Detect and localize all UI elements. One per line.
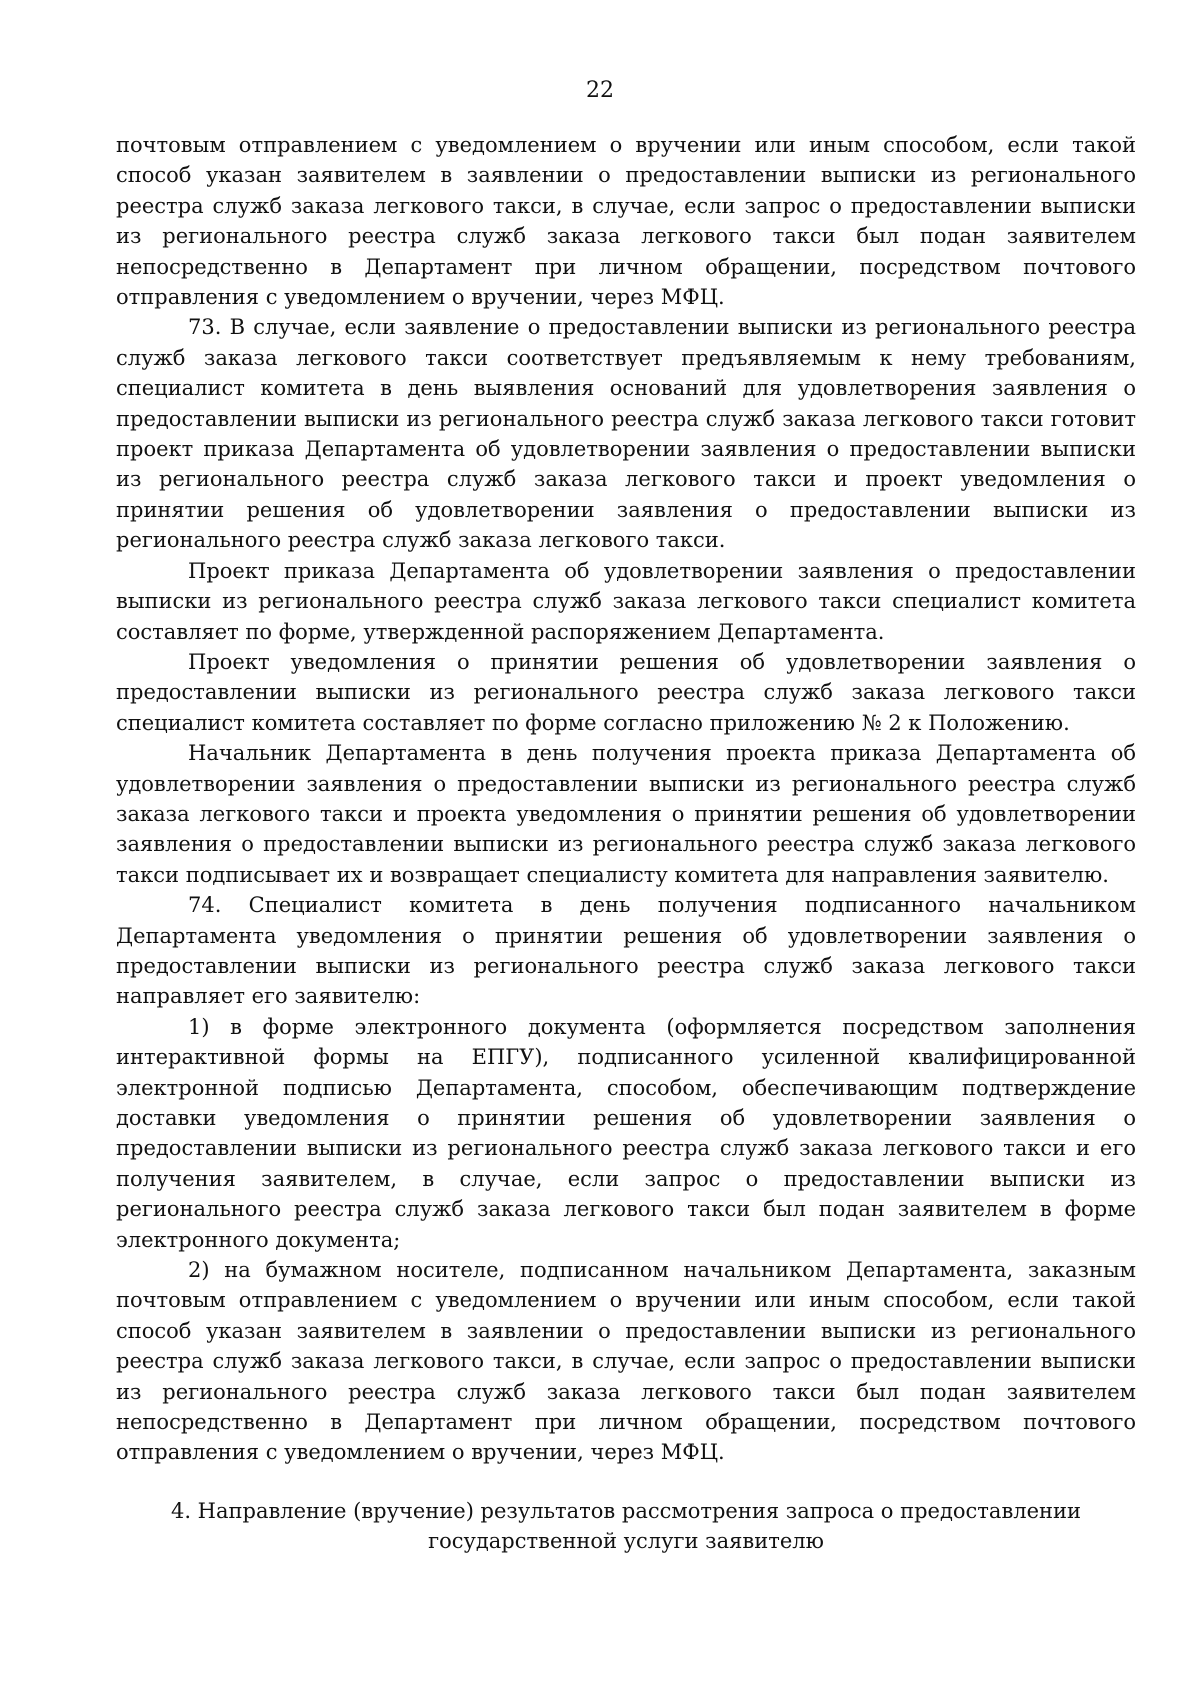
paragraph-notice-draft: Проект уведомления о принятии решения об удовлетворении заявления о предоставлении выписки из регионального реестра служб заказа легкового такси специалист комитета составляет по форме согласно приложению № 2 к Положению. bbox=[116, 649, 1136, 735]
paragraph-item-74: 74. Специалист комитета в день получения подписанного начальником Департамента уведомления о принятии решения об удовлетворении заявления о предоставлении выписки из регионального реестра служб заказа легкового такси направляет его заявителю: bbox=[116, 893, 1136, 1009]
paragraph-item-74-2: 2) на бумажном носителе, подписанном начальником Департамента, заказным почтовым отправлением с уведомлением о вручении или иным способом, если такой способ указан заявителем в заявлении о предоставлении выписки из регионального реестра служб заказа легкового такси, в случае, если запрос о предоставлении выписки из регионального реестра служб заказа легкового такси был подан заявителем непосредственно в Департамент при личном обращении, посредством почтового отправления с уведомлением о вручении, через МФЦ. bbox=[116, 1258, 1136, 1465]
paragraph-head-signs: Начальник Департамента в день получения проекта приказа Департамента об удовлетворении заявления о предоставлении выписки из регионального реестра служб заказа легкового такси и проекта уведомления о принятии решения об удовлетворении заявления о предоставлении выписки из регионального реестра служб заказа легкового такси подписывает их и возвращает специалисту комитета для направления заявителю. bbox=[116, 741, 1136, 887]
section-heading-line-2: государственной услуги заявителю bbox=[428, 1529, 824, 1554]
section-heading bbox=[116, 1496, 1136, 1557]
page-number: 22 bbox=[586, 78, 614, 103]
paragraph-continuation: почтовым отправлением с уведомлением о вручении или иным способом, если такой способ указан заявителем в заявлении о предоставлении выписки из регионального реестра служб заказа легкового такси, в случае, если запрос о предоставлении выписки из регионального реестра служб заказа легкового такси был подан заявителем непосредственно в Департамент при личном обращении, посредством почтового отправления с уведомлением о вручении, через МФЦ. bbox=[116, 133, 1136, 310]
paragraph-order-draft: Проект приказа Департамента об удовлетворении заявления о предоставлении выписки из регионального реестра служб заказа легкового такси специалист комитета составляет по форме, утвержденной распоряжением Департамента. bbox=[116, 558, 1136, 644]
document-body bbox=[116, 130, 1136, 1468]
paragraph-item-73: 73. В случае, если заявление о предоставлении выписки из регионального реестра служб заказа легкового такси соответствует предъявляемым к нему требованиям, специалист комитета в день выявления оснований для удовлетворения заявления о предоставлении выписки из регионального реестра служб заказа легкового такси готовит проект приказа Департамента об удовлетворении заявления о предоставлении выписки из регионального реестра служб заказа легкового такси и проект уведомления о принятии решения об удовлетворении заявления о предоставлении выписки из регионального реестра служб заказа легкового такси. bbox=[116, 315, 1136, 553]
paragraph-item-74-1: 1) в форме электронного документа (оформляется посредством заполнения интерактивной формы на ЕПГУ), подписанного усиленной квалифицированной электронной подписью Департамента, способом, обеспечивающим подтверждение доставки уведомления о принятии решения об удовлетворении заявления о предоставлении выписки из регионального реестра служб заказа легкового такси и его получения заявителем, в случае, если запрос о предоставлении выписки из регионального реестра служб заказа легкового такси был подан заявителем в форме электронного документа; bbox=[116, 1014, 1136, 1252]
section-heading-line-1: 4. Направление (вручение) результатов рассмотрения запроса о предоставлении bbox=[170, 1499, 1082, 1523]
